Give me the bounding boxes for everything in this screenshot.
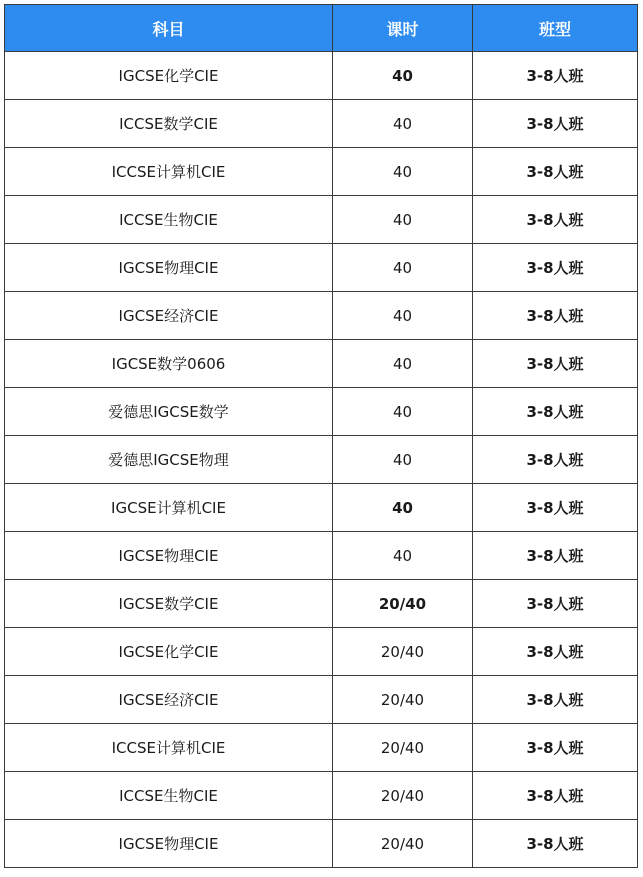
table-row [5,532,638,580]
table-row [5,148,638,196]
class-type-cell: 3-8人班 [473,628,638,676]
table-row [5,244,638,292]
table-row [5,820,638,868]
header-class-type: 班型 [473,5,638,52]
hours-cell: 40 [333,292,473,340]
hours-cell: 40 [333,196,473,244]
subject-cell: IGCSE计算机CIE [5,484,333,532]
subject-cell: ICCSE数学CIE [5,100,333,148]
hours-cell: 40 [333,100,473,148]
class-type-cell: 3-8人班 [473,244,638,292]
class-type-cell: 3-8人班 [473,100,638,148]
class-type-cell: 3-8人班 [473,532,638,580]
hours-cell: 20/40 [333,772,473,820]
class-type-cell: 3-8人班 [473,148,638,196]
subject-cell: ICCSE计算机CIE [5,148,333,196]
table-row [5,388,638,436]
subject-cell: 爱德思IGCSE物理 [5,436,333,484]
class-type-cell: 3-8人班 [473,196,638,244]
course-table [4,4,638,868]
table-row [5,676,638,724]
class-type-cell: 3-8人班 [473,484,638,532]
table-header-row [5,5,638,52]
hours-cell: 40 [333,148,473,196]
subject-cell: IGCSE物理CIE [5,820,333,868]
table-row [5,580,638,628]
table-row [5,772,638,820]
hours-cell: 20/40 [333,676,473,724]
class-type-cell: 3-8人班 [473,388,638,436]
subject-cell: 爱德思IGCSE数学 [5,388,333,436]
table-row [5,484,638,532]
table-body [5,52,638,868]
subject-cell: ICCSE生物CIE [5,196,333,244]
hours-cell: 40 [333,244,473,292]
hours-cell: 40 [333,484,473,532]
subject-cell: IGCSE化学CIE [5,628,333,676]
subject-cell: IGCSE数学0606 [5,340,333,388]
table-row [5,724,638,772]
class-type-cell: 3-8人班 [473,292,638,340]
subject-cell: IGCSE物理CIE [5,244,333,292]
hours-cell: 40 [333,532,473,580]
class-type-cell: 3-8人班 [473,52,638,100]
hours-cell: 20/40 [333,724,473,772]
hours-cell: 20/40 [333,580,473,628]
class-type-cell: 3-8人班 [473,820,638,868]
hours-cell: 40 [333,436,473,484]
table-row [5,436,638,484]
table-row [5,196,638,244]
table-row [5,100,638,148]
table-row [5,628,638,676]
class-type-cell: 3-8人班 [473,436,638,484]
class-type-cell: 3-8人班 [473,580,638,628]
subject-cell: IGCSE经济CIE [5,292,333,340]
class-type-cell: 3-8人班 [473,676,638,724]
subject-cell: IGCSE数学CIE [5,580,333,628]
course-table-container [4,4,637,868]
table-row [5,292,638,340]
hours-cell: 20/40 [333,820,473,868]
subject-cell: ICCSE生物CIE [5,772,333,820]
table-row [5,52,638,100]
hours-cell: 40 [333,52,473,100]
class-type-cell: 3-8人班 [473,724,638,772]
subject-cell: IGCSE经济CIE [5,676,333,724]
class-type-cell: 3-8人班 [473,340,638,388]
table-row [5,340,638,388]
class-type-cell: 3-8人班 [473,772,638,820]
header-hours: 课时 [333,5,473,52]
subject-cell: IGCSE物理CIE [5,532,333,580]
subject-cell: IGCSE化学CIE [5,52,333,100]
hours-cell: 40 [333,388,473,436]
header-subject: 科目 [5,5,333,52]
subject-cell: ICCSE计算机CIE [5,724,333,772]
hours-cell: 40 [333,340,473,388]
hours-cell: 20/40 [333,628,473,676]
